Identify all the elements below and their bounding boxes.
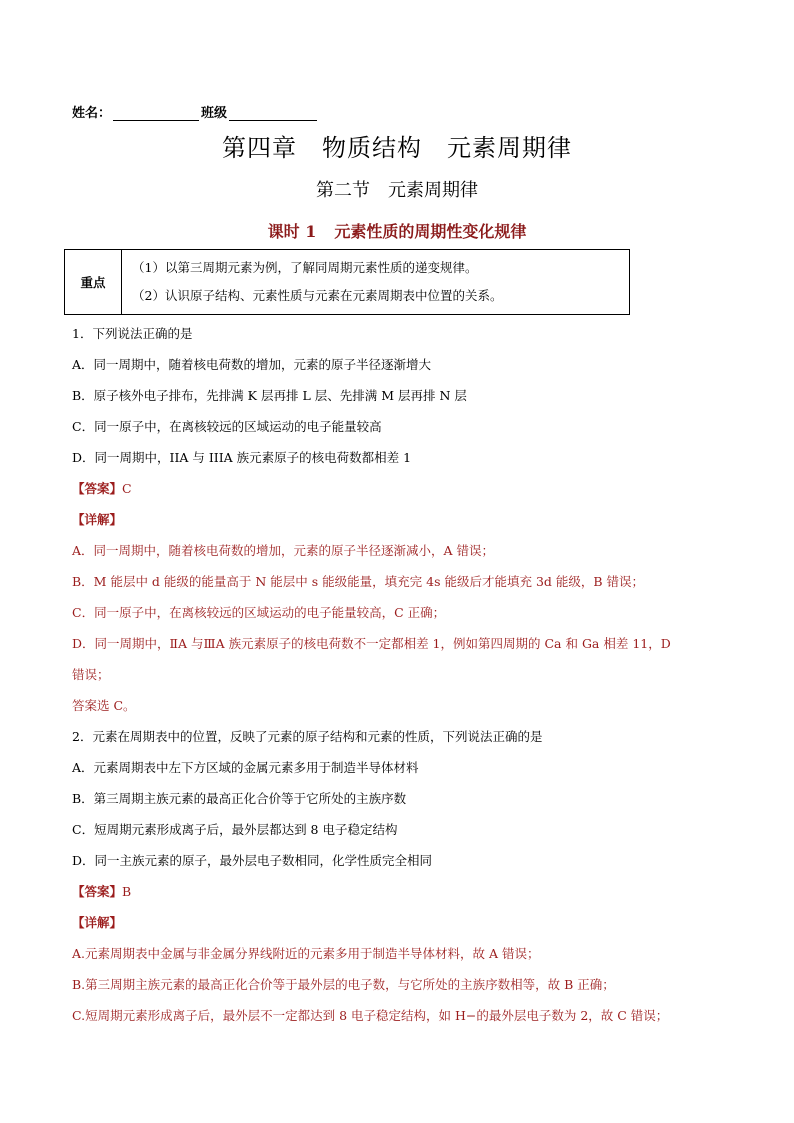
focus-items — [122, 250, 630, 315]
name-blank[interactable] — [113, 106, 199, 121]
focus-label: 重点 — [65, 250, 122, 315]
lesson-number: 课时 1 — [267, 222, 317, 241]
q1-detail-b: B．M 能层中 d 能级的能量高于 N 能层中 s 能级能量，填充完 4s 能级后才能填充 3d 能级，B 错误； — [72, 574, 645, 589]
lesson-name: 元素性质的周期性变化规律 — [334, 222, 527, 241]
chapter-title: 第四章 物质结构 元素周期律 — [222, 134, 572, 162]
q2-detail-tag: 【详解】 — [72, 915, 123, 930]
q1-option-b: B．原子核外电子排布，先排满 K 层再排 L 层、先排满 M 层再排 N 层 — [72, 388, 467, 403]
q2-detail-c: C.短周期元素形成离子后，最外层不一定都达到 8 电子稳定结构，如 H−的最外层电子数为 2，故 C 错误； — [72, 1008, 669, 1023]
answer-value: C — [122, 481, 132, 496]
lesson-title — [0, 219, 794, 242]
q1-detail-d-cont: 错误； — [72, 667, 110, 682]
q1-detail-tag: 【详解】 — [72, 512, 123, 527]
focus-table — [64, 249, 630, 315]
q1-answer — [72, 473, 732, 504]
q1-detail-d: D．同一周期中，ⅡA 与ⅢA 族元素原子的核电荷数不一定都相差 1，例如第四周期的 Ca 和 Ga 相差 11，D — [72, 636, 671, 651]
q2-option-d: D．同一主族元素的原子，最外层电子数相同，化学性质完全相同 — [72, 853, 433, 868]
q2-stem: 2．元素在周期表中的位置，反映了元素的原子结构和元素的性质，下列说法正确的是 — [72, 729, 543, 744]
q1-option-a: A．同一周期中，随着核电荷数的增加，元素的原子半径逐渐增大 — [72, 357, 432, 372]
q2-option-b: B．第三周期主族元素的最高正化合价等于它所处的主族序数 — [72, 791, 407, 806]
q2-option-c: C．短周期元素形成离子后，最外层都达到 8 电子稳定结构 — [72, 822, 398, 837]
q1-option-c: C．同一原子中，在离核较远的区域运动的电子能量较高 — [72, 419, 382, 434]
answer-tag: 【答案】 — [72, 481, 123, 496]
q2-detail-b: B.第三周期主族元素的最高正化合价等于最外层的电子数，与它所处的主族序数相等，故 B 正确； — [72, 977, 615, 992]
q2-answer — [72, 876, 732, 907]
q2-option-a: A．元素周期表中左下方区域的金属元素多用于制造半导体材料 — [72, 760, 419, 775]
name-class-line — [72, 102, 319, 121]
section-title: 第二节 元素周期律 — [316, 180, 478, 201]
q2-detail-a: A.元素周期表中金属与非金属分界线附近的元素多用于制造半导体材料，故 A 错误； — [72, 946, 540, 961]
question-content — [72, 318, 732, 1031]
focus-item: （2）认识原子结构、元素性质与元素在元素周期表中位置的关系。 — [132, 288, 503, 303]
q1-option-d: D．同一周期中，IIA 与 IIIA 族元素原子的核电荷数都相差 1 — [72, 450, 412, 465]
answer-value: B — [122, 884, 132, 899]
q1-stem: 1．下列说法正确的是 — [72, 326, 193, 341]
q1-detail-a: A．同一周期中，随着核电荷数的增加，元素的原子半径逐渐减小，A 错误； — [72, 543, 495, 558]
class-label: 班级 — [201, 106, 228, 121]
class-blank[interactable] — [229, 106, 317, 121]
q1-conclusion: 答案选 C。 — [72, 698, 136, 713]
focus-item: （1）以第三周期元素为例，了解同周期元素性质的递变规律。 — [132, 260, 478, 275]
answer-tag: 【答案】 — [72, 884, 123, 899]
name-label: 姓名： — [72, 106, 112, 121]
q1-detail-c: C．同一原子中，在离核较远的区域运动的电子能量较高，C 正确； — [72, 605, 446, 620]
